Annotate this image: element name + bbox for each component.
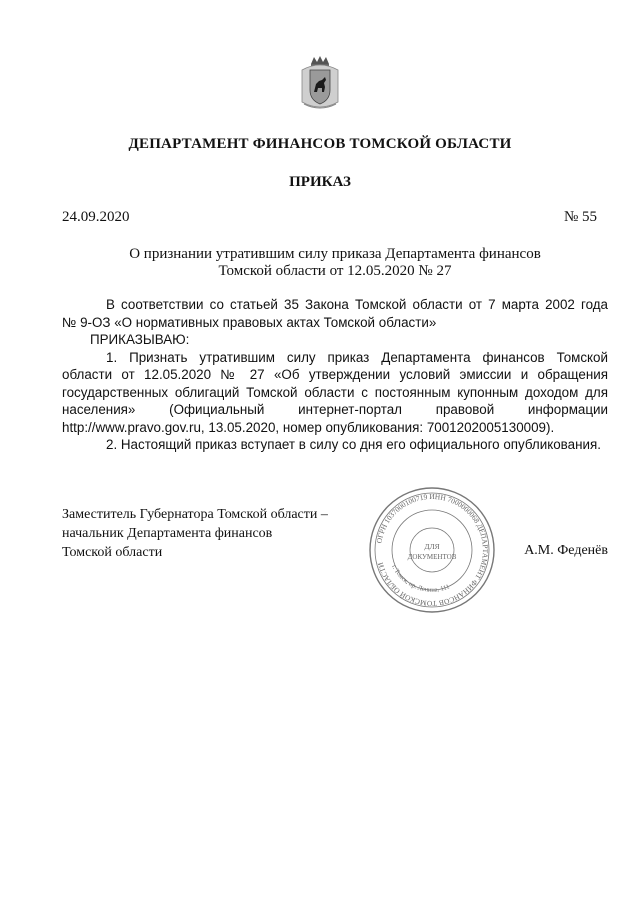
signatory-title-line: начальник Департамента финансов bbox=[62, 526, 273, 541]
signatory-title-line: Заместитель Губернатора Томской области – bbox=[62, 507, 328, 522]
signatory-title-line: Томской области bbox=[62, 545, 163, 560]
item1-line: 1. Признать утратившим силу приказ Департамента финансов Томской bbox=[106, 349, 608, 365]
seal-center-text: ДОКУМЕНТОВ bbox=[407, 553, 457, 561]
item1-line: государственных облигаций Томской области с постоянным купонным доходом для bbox=[62, 384, 608, 400]
document-subject bbox=[0, 246, 640, 280]
preamble-line: В соответствии со статьей 35 Закона Томской области от 7 марта 2002 года bbox=[106, 297, 608, 312]
item1-line: области от 12.05.2020 № 27 «Об утверждении условий эмиссии и обращения bbox=[62, 367, 608, 382]
seal-outer-text: ОГРН 1037000100719 ИНН 7000000068 ДЕПАРТАМЕНТ ФИНАНСОВ ТОМСКОЙ ОБЛАСТИ bbox=[374, 491, 491, 609]
subject-line: Томской области от 12.05.2020 № 27 bbox=[218, 263, 452, 279]
coat-of-arms-icon bbox=[300, 54, 340, 112]
item1-line: http://www.pravo.gov.ru, 13.05.2020, номер опубликования: 7001202005130009). bbox=[62, 419, 555, 435]
document-type: ПРИКАЗ bbox=[289, 174, 351, 190]
official-seal-icon bbox=[367, 485, 497, 615]
signatory-title bbox=[62, 505, 328, 562]
item2-line: 2. Настоящий приказ вступает в силу со дня его официального опубликования. bbox=[106, 437, 601, 452]
department-name: ДЕПАРТАМЕНТ ФИНАНСОВ ТОМСКОЙ ОБЛАСТИ bbox=[128, 136, 512, 152]
order-word: ПРИКАЗЫВАЮ: bbox=[90, 332, 190, 347]
seal-bottom-text: г. Томск, пр. Ленина, 111 bbox=[390, 563, 451, 594]
seal-center-text: ДЛЯ bbox=[424, 542, 440, 551]
signer-name: А.М. Феденёв bbox=[524, 543, 608, 558]
document-number: № 55 bbox=[563, 209, 597, 225]
preamble-line: № 9-ОЗ «О нормативных правовых актах Томской области» bbox=[62, 314, 437, 330]
item1-line: населения» (Официальный интернет-портал правовой информации bbox=[62, 402, 608, 417]
document-body bbox=[62, 296, 608, 454]
document-date: 24.09.2020 bbox=[62, 209, 130, 225]
subject-line: О признании утратившим силу приказа Департамента финансов bbox=[129, 246, 541, 262]
